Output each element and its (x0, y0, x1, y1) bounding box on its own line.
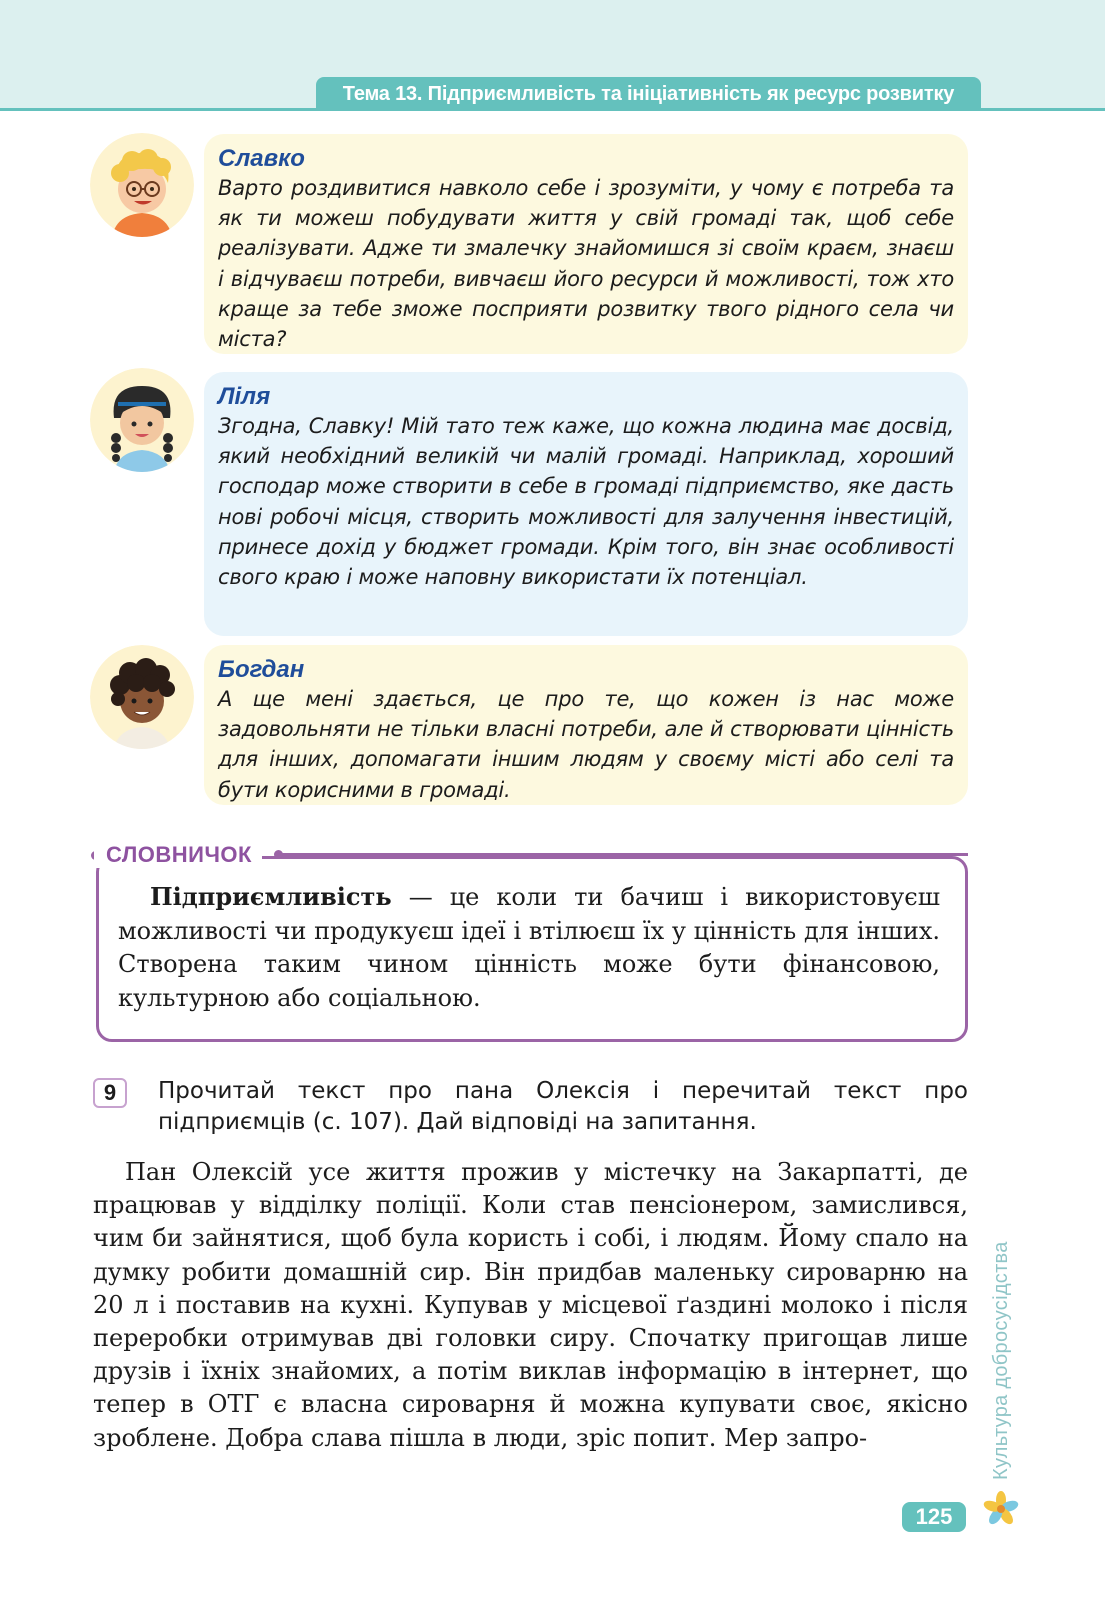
speech-bubble-lilia (204, 372, 968, 636)
glossary-term: Підприємливість (150, 882, 392, 911)
body-paragraph-text: Пан Олексій усе життя прожив у містечку на Закарпатті, де працював у відділку поліції. Коли став пенсіонером, замислився, чим би зайнятися, щоб була користь і собі, і людям. Йому спало на думку робити домашній сир. Він придбав маленьку сироварню на 20 л і поставив на кухні. Купував у місцевої ґаздині молоко і після переробки отримував дві головки сиру. Спочатку пригощав лише друзів і їхніх знайомих, а потім виклав інформацію в інтернет, що тепер в ОТГ є власна сироварня й можна купувати своє, якісно зроблене. Добра слава пішла в люди, зріс попит. Мер запро- (93, 1158, 968, 1452)
speech-bubble-bohdan (204, 645, 968, 805)
speaker-name: Ліля (218, 383, 271, 410)
glossary-label: СЛОВНИЧОК (106, 842, 252, 867)
glossary-definition-text: — це коли ти бачиш і використовуєш можливості чи продукуєш ідеї і втілюєш їх у цінність для інших. Створена таким чином цінність може бути фінансовою, культурною або соціальною. (118, 883, 940, 1012)
glossary-label-wrap (94, 842, 262, 868)
topic-title: Тема 13. Підприємливість та ініціативність як ресурс розвитку (316, 77, 981, 111)
task-text: Прочитай текст про пана Олексія і перечитай текст про підприємців (с. 107). Дай відповіді на запитання. (158, 1078, 968, 1135)
avatar-slavko (90, 133, 194, 237)
flower-icon (983, 1491, 1019, 1527)
glossary-dot-icon (274, 850, 283, 859)
boy-with-glasses-icon (90, 133, 194, 237)
speaker-name: Славко (218, 145, 305, 172)
speech-bubble-slavko (204, 134, 968, 354)
task-number: 9 (93, 1078, 127, 1108)
girl-with-braids-icon (90, 368, 194, 472)
side-label-text: Культура добросусідства (990, 1241, 1012, 1480)
glossary-rule (280, 853, 968, 856)
side-label (990, 1241, 1030, 1480)
boy-curly-hair-icon (90, 645, 194, 749)
speech-text: А ще мені здається, це про те, що кожен із нас може задовольняти не тільки власні потреби, але й створювати цінність для інших, допомагати іншим людям у своєму місті або селі та бути корисними в громаді. (218, 687, 954, 802)
speech-text: Згодна, Славку! Мій тато теж каже, що кожна людина має досвід, який необхідний великій чи малій громаді. Наприклад, хороший господар може створити в себе в громаді підприємство, яке дасть нові робочі місця, створить можливості для залучення інвестицій, принесе дохід у бюджет громади. Крім того, він знає особливості свого краю і може наповну використати їх потенціал. (218, 414, 954, 590)
speaker-name: Богдан (218, 656, 305, 683)
page-number: 125 (902, 1502, 966, 1532)
speech-text: Варто роздивитися навколо себе і зрозуміти, у чому є потреба та як ти можеш побудувати життя у свій громаді так, щоб себе реалізувати. Адже ти змалечку знайомишся зі своїм краєм, знаєш і відчуваєш потреби, вивчаєш його ресурси й можливості, тож хто краще за тебе зможе посприяти розвитку твого рідного села чи міста? (218, 176, 954, 352)
body-paragraph (93, 1156, 968, 1455)
avatar-bohdan (90, 645, 194, 749)
avatar-lilia (90, 368, 194, 472)
glossary-definition (118, 880, 940, 1015)
